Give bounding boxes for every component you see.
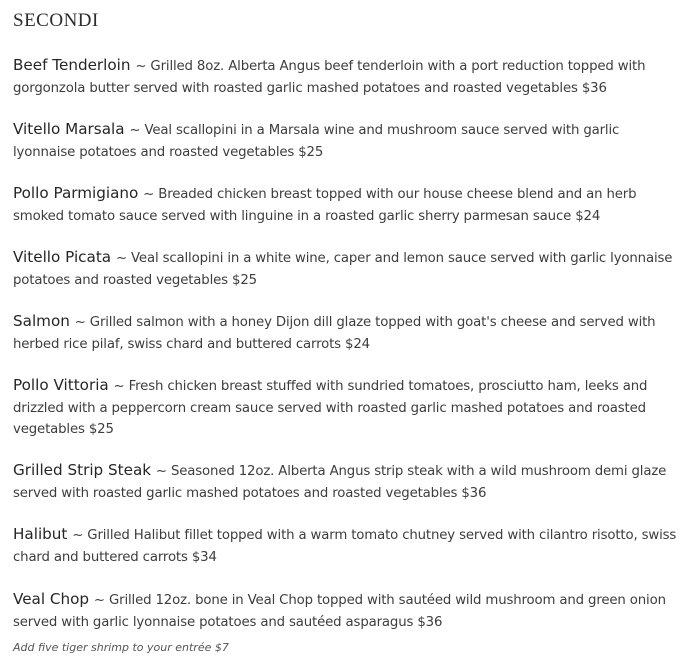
item-description: ~ Grilled salmon with a honey Dijon dill glaze topped with goat's cheese and served with herbed rice pilaf, swiss chard and buttered carrots $24 [13,315,656,352]
item-name: Pollo Vittoria [13,376,114,394]
section-title: SECONDI [13,10,99,31]
menu-item-veal-chop [13,589,683,633]
item-name: Vitello Picata [13,248,116,266]
menu-item-grilled-strip-steak [13,460,683,504]
item-name: Pollo Parmigiano [13,184,144,202]
item-description: ~ Veal scallopini in a white wine, caper and lemon sauce served with garlic lyonnaise potatoes and roasted vegetables $25 [13,251,673,288]
item-name: Veal Chop [13,590,94,608]
item-name: Grilled Strip Steak [13,461,156,479]
menu-item-pollo-vittoria [13,375,683,441]
item-description: ~ Grilled Halibut fillet topped with a warm tomato chutney served with cilantro risotto, swiss chard and buttered carrots $34 [13,528,677,565]
item-description: ~ Grilled 12oz. bone in Veal Chop topped with sautéed wild mushroom and green onion served with garlic lyonnaise potatoes and sautéed asparagus $36 [13,593,666,630]
item-name: Salmon [13,312,75,330]
item-description: ~ Grilled 8oz. Alberta Angus beef tenderloin with a port reduction topped with gorgonzola butter served with roasted garlic mashed potatoes and roasted vegetables $36 [13,59,646,96]
menu-item-salmon [13,311,683,355]
menu-item-pollo-parmigiano [13,183,683,227]
menu-item-vitello-picata [13,247,683,291]
item-name: Beef Tenderloin [13,56,136,74]
item-name: Vitello Marsala [13,120,130,138]
menu-item-beef-tenderloin [13,55,683,99]
menu-item-vitello-marsala [13,119,683,163]
menu-item-halibut [13,524,683,568]
item-description: ~ Veal scallopini in a Marsala wine and mushroom sauce served with garlic lyonnaise potatoes and roasted vegetables $25 [13,123,620,160]
item-description: ~ Fresh chicken breast stuffed with sundried tomatoes, prosciutto ham, leeks and drizzled with a peppercorn cream sauce served with roasted garlic mashed potatoes and roasted vegetables $25 [13,379,648,437]
item-description: ~ Breaded chicken breast topped with our house cheese blend and an herb smoked tomato sauce served with linguine in a roasted garlic sherry parmesan sauce $24 [13,187,637,224]
footnote: Add five tiger shrimp to your entrée $7 [13,641,229,654]
item-description: ~ Seasoned 12oz. Alberta Angus strip steak with a wild mushroom demi glaze served with roasted garlic mashed potatoes and roasted vegetables $36 [13,464,667,501]
item-name: Halibut [13,525,73,543]
